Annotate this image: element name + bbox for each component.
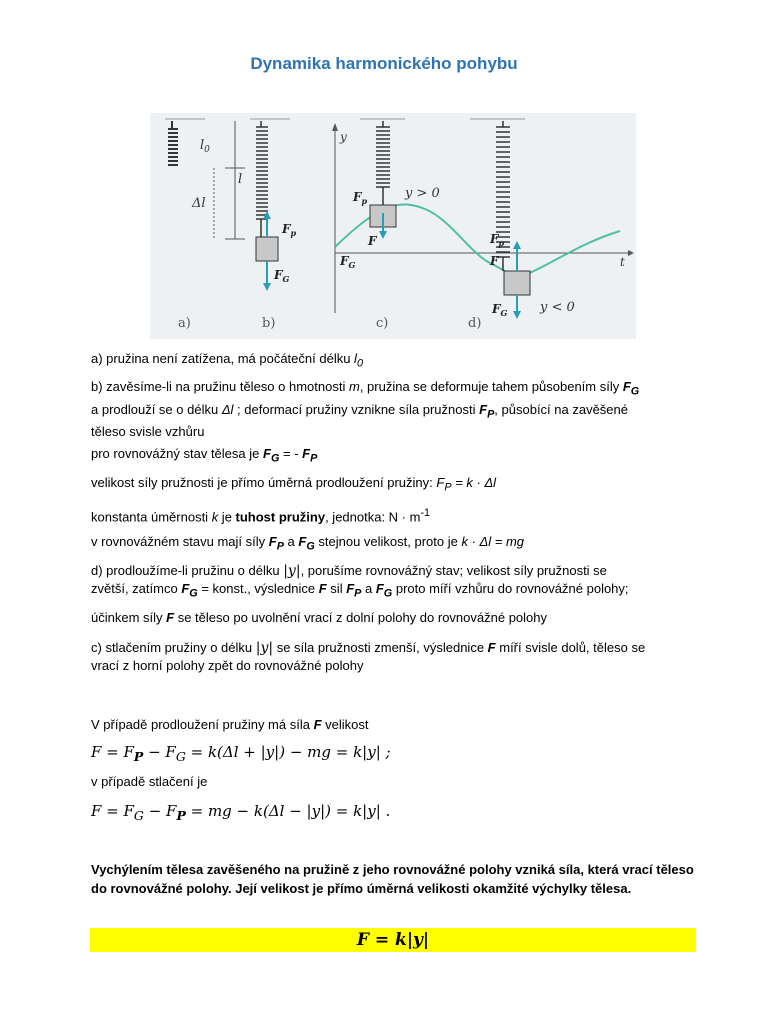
t-axis-label: t bbox=[620, 255, 625, 269]
y-axis-label: y bbox=[340, 130, 347, 144]
paragraph-a: a) pružina není zatížena, má počáteční délku $l_0$ bbox=[91, 351, 363, 370]
page-title: Dynamika harmonického pohybu bbox=[250, 54, 518, 73]
fp-label-d: $F_p$ bbox=[490, 232, 505, 248]
stretch-intro: V případě prodloužení pružiny má síla F velikost bbox=[91, 717, 369, 732]
fg-label-c: $F_G$ bbox=[340, 254, 356, 270]
fp-label-c: $F_p$ bbox=[353, 190, 368, 206]
conclusion: Vychýlením tělesa zavěšeného na pružině z jeho rovnovážné polohy vzniká síla, která vrací těleso do rovnovážné polohy. Její velikost je přímo úměrná velikosti okamžité výchylky tělesa. bbox=[91, 862, 694, 896]
l-label: l bbox=[238, 172, 243, 187]
equation-compress: $F = F_G - F_P$ = mg − k(Δl − |y|) = k|y| . bbox=[91, 802, 391, 823]
f-label-d: F bbox=[490, 254, 499, 268]
final-formula: F = k|y| bbox=[90, 928, 696, 952]
fp-label-b: $F_p$ bbox=[282, 222, 297, 238]
panel-c-label: c) bbox=[376, 316, 389, 331]
release-line: účinkem síly F se těleso po uvolnění vrací z dolní polohy do rovnovážné polohy bbox=[91, 610, 547, 625]
paragraph-d: d) prodloužíme-li pružinu o délku |y|, porušíme rovnovážný stav; velikost síly pružnosti se zvětší, zatímco $F_G$ = konst., výslednice F sil $F_P$ a $F_G$ proto míří vzhůru do rovnovážné polohy; bbox=[91, 563, 629, 600]
dl-label: Δl bbox=[192, 196, 206, 211]
spring-d bbox=[496, 121, 510, 271]
stiffness-line: konstanta úměrnosti k je tuhost pružiny, jednotka: $N \cdot m^{-1}$ bbox=[91, 507, 431, 525]
paragraph-b: b) zavěsíme-li na pružinu těleso o hmotnosti m, pružina se deformuje tahem působením síly $F_G$ a prodlouží se o délku Δl ; deformací pružiny vznikne síla pružnosti $F_P$, působící na zavěšené těleso svisle vzhůru bbox=[91, 379, 640, 440]
l0-label: $l_0$ bbox=[200, 138, 210, 155]
spring-c bbox=[376, 121, 390, 205]
paragraph-c: c) stlačením pružiny o délku |y| se síla pružnosti zmenší, výslednice F míří svisle dolů, těleso se vrací z horní polohy zpět do rovnovážné polohy bbox=[91, 640, 646, 673]
spring-a bbox=[168, 121, 178, 165]
panel-b-label: b) bbox=[262, 316, 276, 331]
spring-figure bbox=[150, 113, 636, 339]
equilibrium-line: pro rovnovážný stav tělesa je $F_G$ = - $F_P$ bbox=[91, 446, 318, 465]
panel-a-label: a) bbox=[178, 316, 191, 331]
equation-stretch: $F = F_P - F_G = k(\Delta l + |y|)$ − mg = k|y| ; bbox=[91, 743, 391, 764]
balance-line: v rovnovážném stavu mají síly $F_P$ a $F_G$ stejnou velikost, proto je k · Δl = mg bbox=[91, 534, 525, 553]
y-positive-label: y > 0 bbox=[405, 186, 440, 201]
elasticity-line: velikost síly pružnosti je přímo úměrná prodloužení pružiny: $F_P = k \cdot \Delta l$ bbox=[91, 475, 497, 494]
compress-intro: v případě stlačení je bbox=[91, 774, 208, 789]
mass-d bbox=[504, 271, 530, 295]
y-negative-label: y < 0 bbox=[540, 300, 575, 315]
f-label-c: F bbox=[368, 234, 377, 248]
mass-b bbox=[256, 237, 278, 261]
panel-d-label: d) bbox=[468, 316, 482, 331]
fg-label-d: $F_G$ bbox=[492, 302, 508, 318]
fg-label-b: $F_G$ bbox=[274, 268, 290, 284]
